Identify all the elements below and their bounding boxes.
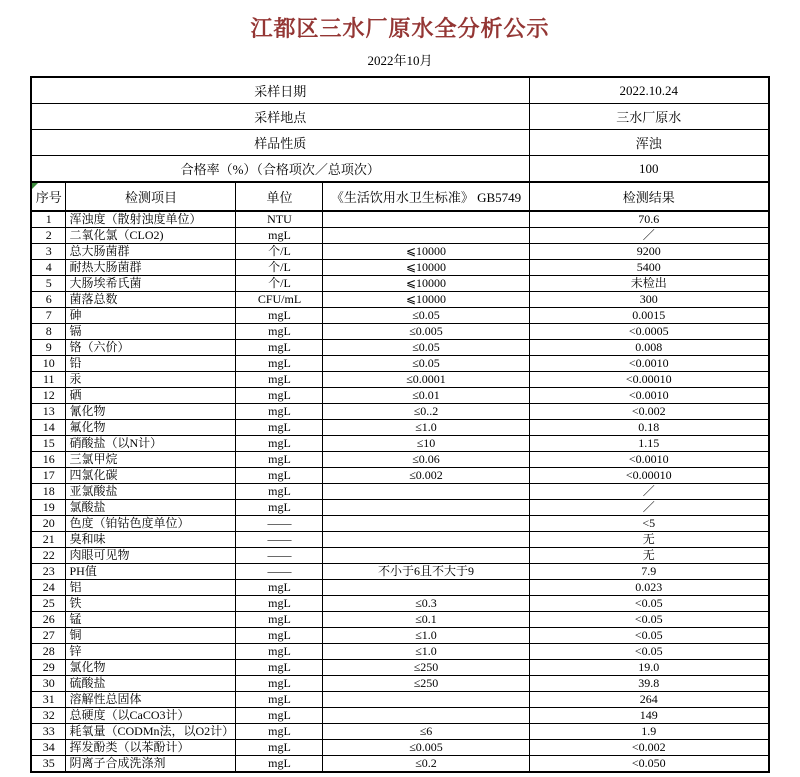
standard-limit-cell: ⩽10000 xyxy=(323,292,529,308)
item-name-cell: 锰 xyxy=(66,612,236,628)
info-row-value: 浑浊 xyxy=(529,130,769,156)
table-row xyxy=(31,548,769,564)
item-name-cell: 溶解性总固体 xyxy=(66,692,236,708)
result-cell: 149 xyxy=(529,708,769,724)
result-cell: ／ xyxy=(529,228,769,244)
table-row xyxy=(31,452,769,468)
item-name-cell: 氯化物 xyxy=(66,660,236,676)
item-name-cell: 三氯甲烷 xyxy=(66,452,236,468)
row-number-cell: 1 xyxy=(31,211,66,228)
standard-limit-cell: ≤1.0 xyxy=(323,644,529,660)
row-number-cell: 14 xyxy=(31,420,66,436)
row-number-cell: 23 xyxy=(31,564,66,580)
table-row xyxy=(31,740,769,756)
water-analysis-table-body xyxy=(31,77,769,772)
info-row-4 xyxy=(31,156,769,183)
standard-limit-cell xyxy=(323,580,529,596)
standard-limit-cell: ⩽10000 xyxy=(323,260,529,276)
unit-cell: mgL xyxy=(236,612,323,628)
row-number-cell: 12 xyxy=(31,388,66,404)
result-cell: ／ xyxy=(529,484,769,500)
item-name-cell: 总大肠菌群 xyxy=(66,244,236,260)
result-cell: 未检出 xyxy=(529,276,769,292)
standard-limit-cell: ≤0.005 xyxy=(323,324,529,340)
result-cell: <0.05 xyxy=(529,644,769,660)
result-cell: 300 xyxy=(529,292,769,308)
result-cell: <0.05 xyxy=(529,596,769,612)
table-row xyxy=(31,356,769,372)
table-row xyxy=(31,532,769,548)
result-cell: <0.0005 xyxy=(529,324,769,340)
standard-limit-cell: ≤0.05 xyxy=(323,356,529,372)
standard-limit-cell: ≤0.002 xyxy=(323,468,529,484)
result-cell: 9200 xyxy=(529,244,769,260)
result-cell: 39.8 xyxy=(529,676,769,692)
result-cell: <0.05 xyxy=(529,628,769,644)
standard-limit-cell xyxy=(323,228,529,244)
info-row-2 xyxy=(31,104,769,130)
result-cell: 0.0015 xyxy=(529,308,769,324)
info-row-3 xyxy=(31,130,769,156)
row-number-cell: 35 xyxy=(31,756,66,773)
standard-limit-cell xyxy=(323,532,529,548)
unit-cell: 个/L xyxy=(236,276,323,292)
row-number-cell: 33 xyxy=(31,724,66,740)
standard-limit-cell: ⩽10000 xyxy=(323,244,529,260)
table-row xyxy=(31,388,769,404)
table-row xyxy=(31,644,769,660)
standard-limit-cell xyxy=(323,211,529,228)
item-name-cell: 四氯化碳 xyxy=(66,468,236,484)
page-subtitle: 2022年10月 xyxy=(367,53,433,68)
item-name-cell: 亚氯酸盐 xyxy=(66,484,236,500)
table-row xyxy=(31,244,769,260)
item-name-cell: 耗氧量（CODMn法，以O2计） xyxy=(66,724,236,740)
standard-limit-cell: ≤0.005 xyxy=(323,740,529,756)
unit-cell: —— xyxy=(236,564,323,580)
info-row-label: 样品性质 xyxy=(31,130,529,156)
standard-limit-cell: ≤0.0001 xyxy=(323,372,529,388)
result-cell: 0.18 xyxy=(529,420,769,436)
row-number-cell: 26 xyxy=(31,612,66,628)
item-name-cell: 二氧化氯（CLO2) xyxy=(66,228,236,244)
row-number-cell: 3 xyxy=(31,244,66,260)
standard-limit-cell: ≤1.0 xyxy=(323,420,529,436)
unit-cell: mgL xyxy=(236,356,323,372)
table-row xyxy=(31,756,769,773)
info-row-label: 合格率（%）（合格项次／总项次） xyxy=(31,156,529,183)
standard-limit-cell: ≤0.3 xyxy=(323,596,529,612)
unit-cell: —— xyxy=(236,548,323,564)
row-number-cell: 5 xyxy=(31,276,66,292)
column-header-2: 检测项目 xyxy=(66,182,236,211)
item-name-cell: 硫酸盐 xyxy=(66,676,236,692)
result-cell: <0.0010 xyxy=(529,452,769,468)
table-row xyxy=(31,596,769,612)
row-number-cell: 9 xyxy=(31,340,66,356)
info-row-value: 2022.10.24 xyxy=(529,77,769,104)
table-row xyxy=(31,324,769,340)
unit-cell: mgL xyxy=(236,692,323,708)
standard-limit-cell xyxy=(323,692,529,708)
table-row xyxy=(31,228,769,244)
row-number-cell: 32 xyxy=(31,708,66,724)
table-row xyxy=(31,580,769,596)
row-number-cell: 19 xyxy=(31,500,66,516)
row-number-cell: 31 xyxy=(31,692,66,708)
unit-cell: mgL xyxy=(236,404,323,420)
result-cell: <0.00010 xyxy=(529,468,769,484)
standard-limit-cell: ≤0.2 xyxy=(323,756,529,773)
table-header-row xyxy=(31,182,769,211)
unit-cell: mgL xyxy=(236,420,323,436)
result-cell: <0.00010 xyxy=(529,372,769,388)
standard-limit-cell: ≤0.01 xyxy=(323,388,529,404)
unit-cell: mgL xyxy=(236,388,323,404)
table-row xyxy=(31,676,769,692)
item-name-cell: 铁 xyxy=(66,596,236,612)
result-cell: 无 xyxy=(529,548,769,564)
row-number-cell: 30 xyxy=(31,676,66,692)
result-cell: 0.008 xyxy=(529,340,769,356)
standard-limit-cell xyxy=(323,708,529,724)
row-number-cell: 11 xyxy=(31,372,66,388)
table-row xyxy=(31,500,769,516)
table-row xyxy=(31,628,769,644)
unit-cell: mgL xyxy=(236,500,323,516)
row-number-cell: 34 xyxy=(31,740,66,756)
result-cell: 1.15 xyxy=(529,436,769,452)
column-header-5: 检测结果 xyxy=(529,182,769,211)
row-number-cell: 2 xyxy=(31,228,66,244)
row-number-cell: 18 xyxy=(31,484,66,500)
standard-limit-cell: ≤0..2 xyxy=(323,404,529,420)
unit-cell: mgL xyxy=(236,756,323,773)
page-title: 江都区三水厂原水全分析公示 xyxy=(250,16,550,41)
info-row-value: 100 xyxy=(529,156,769,183)
row-number-cell: 20 xyxy=(31,516,66,532)
unit-cell: 个/L xyxy=(236,260,323,276)
standard-limit-cell: ≤0.05 xyxy=(323,340,529,356)
table-row xyxy=(31,724,769,740)
row-number-cell: 22 xyxy=(31,548,66,564)
item-name-cell: 大肠埃希氏菌 xyxy=(66,276,236,292)
item-name-cell: 阴离子合成洗涤剂 xyxy=(66,756,236,773)
row-number-cell: 7 xyxy=(31,308,66,324)
item-name-cell: 挥发酚类（以苯酚计） xyxy=(66,740,236,756)
unit-cell: mgL xyxy=(236,660,323,676)
unit-cell: mgL xyxy=(236,436,323,452)
item-name-cell: 臭和味 xyxy=(66,532,236,548)
table-row xyxy=(31,404,769,420)
standard-limit-cell: ⩽10000 xyxy=(323,276,529,292)
row-number-cell: 6 xyxy=(31,292,66,308)
standard-limit-cell xyxy=(323,500,529,516)
row-number-cell: 10 xyxy=(31,356,66,372)
table-row xyxy=(31,340,769,356)
result-cell: <0.0010 xyxy=(529,356,769,372)
result-cell: <0.002 xyxy=(529,404,769,420)
unit-cell: mgL xyxy=(236,324,323,340)
result-cell: 无 xyxy=(529,532,769,548)
result-cell: 1.9 xyxy=(529,724,769,740)
result-cell: ／ xyxy=(529,500,769,516)
table-row xyxy=(31,708,769,724)
result-cell: 264 xyxy=(529,692,769,708)
unit-cell: mgL xyxy=(236,644,323,660)
unit-cell: mgL xyxy=(236,452,323,468)
result-cell: <0.05 xyxy=(529,612,769,628)
item-name-cell: 镉 xyxy=(66,324,236,340)
unit-cell: mgL xyxy=(236,596,323,612)
result-cell: <0.050 xyxy=(529,756,769,773)
row-number-cell: 28 xyxy=(31,644,66,660)
table-row xyxy=(31,420,769,436)
column-header-3: 单位 xyxy=(236,182,323,211)
unit-cell: mgL xyxy=(236,580,323,596)
result-cell: 7.9 xyxy=(529,564,769,580)
table-row xyxy=(31,276,769,292)
table-row xyxy=(31,308,769,324)
water-analysis-table xyxy=(30,76,770,773)
cell-flag-triangle-icon xyxy=(32,183,38,189)
item-name-cell: 砷 xyxy=(66,308,236,324)
item-name-cell: 铅 xyxy=(66,356,236,372)
item-name-cell: 色度（铂钴色度单位） xyxy=(66,516,236,532)
unit-cell: —— xyxy=(236,532,323,548)
standard-limit-cell: ≤250 xyxy=(323,676,529,692)
standard-limit-cell xyxy=(323,516,529,532)
result-cell: <0.002 xyxy=(529,740,769,756)
table-row xyxy=(31,612,769,628)
item-name-cell: 菌落总数 xyxy=(66,292,236,308)
info-row-label: 采样日期 xyxy=(31,77,529,104)
item-name-cell: 总硬度（以CaCO3计） xyxy=(66,708,236,724)
unit-cell: mgL xyxy=(236,468,323,484)
unit-cell: —— xyxy=(236,516,323,532)
item-name-cell: 肉眼可见物 xyxy=(66,548,236,564)
item-name-cell: 氰化物 xyxy=(66,404,236,420)
row-number-cell: 15 xyxy=(31,436,66,452)
table-row xyxy=(31,468,769,484)
table-row xyxy=(31,516,769,532)
standard-limit-cell: ≤6 xyxy=(323,724,529,740)
standard-limit-cell: ≤0.1 xyxy=(323,612,529,628)
result-cell: 70.6 xyxy=(529,211,769,228)
item-name-cell: 铬（六价） xyxy=(66,340,236,356)
unit-cell: mgL xyxy=(236,724,323,740)
column-header-1: 序号 xyxy=(31,182,66,211)
unit-cell: mgL xyxy=(236,740,323,756)
item-name-cell: 硒 xyxy=(66,388,236,404)
unit-cell: NTU xyxy=(236,211,323,228)
standard-limit-cell xyxy=(323,484,529,500)
unit-cell: mgL xyxy=(236,340,323,356)
result-cell: <0.0010 xyxy=(529,388,769,404)
standard-limit-cell: ≤1.0 xyxy=(323,628,529,644)
standard-limit-cell: ≤10 xyxy=(323,436,529,452)
unit-cell: mgL xyxy=(236,708,323,724)
row-number-cell: 8 xyxy=(31,324,66,340)
table-row xyxy=(31,260,769,276)
item-name-cell: 氟化物 xyxy=(66,420,236,436)
table-row xyxy=(31,211,769,228)
result-cell: 19.0 xyxy=(529,660,769,676)
table-row xyxy=(31,292,769,308)
item-name-cell: 氯酸盐 xyxy=(66,500,236,516)
item-name-cell: 铝 xyxy=(66,580,236,596)
unit-cell: 个/L xyxy=(236,244,323,260)
info-row-1 xyxy=(31,77,769,104)
standard-limit-cell: ≤250 xyxy=(323,660,529,676)
table-row xyxy=(31,484,769,500)
unit-cell: mgL xyxy=(236,484,323,500)
row-number-cell: 4 xyxy=(31,260,66,276)
unit-cell: mgL xyxy=(236,372,323,388)
row-number-cell: 27 xyxy=(31,628,66,644)
info-row-label: 采样地点 xyxy=(31,104,529,130)
table-row xyxy=(31,660,769,676)
standard-limit-cell: ≤0.05 xyxy=(323,308,529,324)
unit-cell: mgL xyxy=(236,676,323,692)
table-row xyxy=(31,436,769,452)
item-name-cell: 铜 xyxy=(66,628,236,644)
standard-limit-cell: ≤0.06 xyxy=(323,452,529,468)
standard-limit-cell: 不小于6且不大于9 xyxy=(323,564,529,580)
column-header-4: 《生活饮用水卫生标准》 GB5749 xyxy=(323,182,529,211)
table-row xyxy=(31,372,769,388)
unit-cell: mgL xyxy=(236,628,323,644)
result-cell: 5400 xyxy=(529,260,769,276)
item-name-cell: 浑浊度（散射浊度单位） xyxy=(66,211,236,228)
info-row-value: 三水厂原水 xyxy=(529,104,769,130)
item-name-cell: 锌 xyxy=(66,644,236,660)
row-number-cell: 25 xyxy=(31,596,66,612)
item-name-cell: 硝酸盐（以N计） xyxy=(66,436,236,452)
row-number-cell: 21 xyxy=(31,532,66,548)
table-row xyxy=(31,692,769,708)
unit-cell: CFU/mL xyxy=(236,292,323,308)
row-number-cell: 24 xyxy=(31,580,66,596)
result-cell: 0.023 xyxy=(529,580,769,596)
row-number-cell: 13 xyxy=(31,404,66,420)
row-number-cell: 16 xyxy=(31,452,66,468)
table-row xyxy=(31,564,769,580)
item-name-cell: 汞 xyxy=(66,372,236,388)
item-name-cell: 耐热大肠菌群 xyxy=(66,260,236,276)
item-name-cell: PH值 xyxy=(66,564,236,580)
unit-cell: mgL xyxy=(236,228,323,244)
unit-cell: mgL xyxy=(236,308,323,324)
row-number-cell: 17 xyxy=(31,468,66,484)
standard-limit-cell xyxy=(323,548,529,564)
result-cell: <5 xyxy=(529,516,769,532)
row-number-cell: 29 xyxy=(31,660,66,676)
